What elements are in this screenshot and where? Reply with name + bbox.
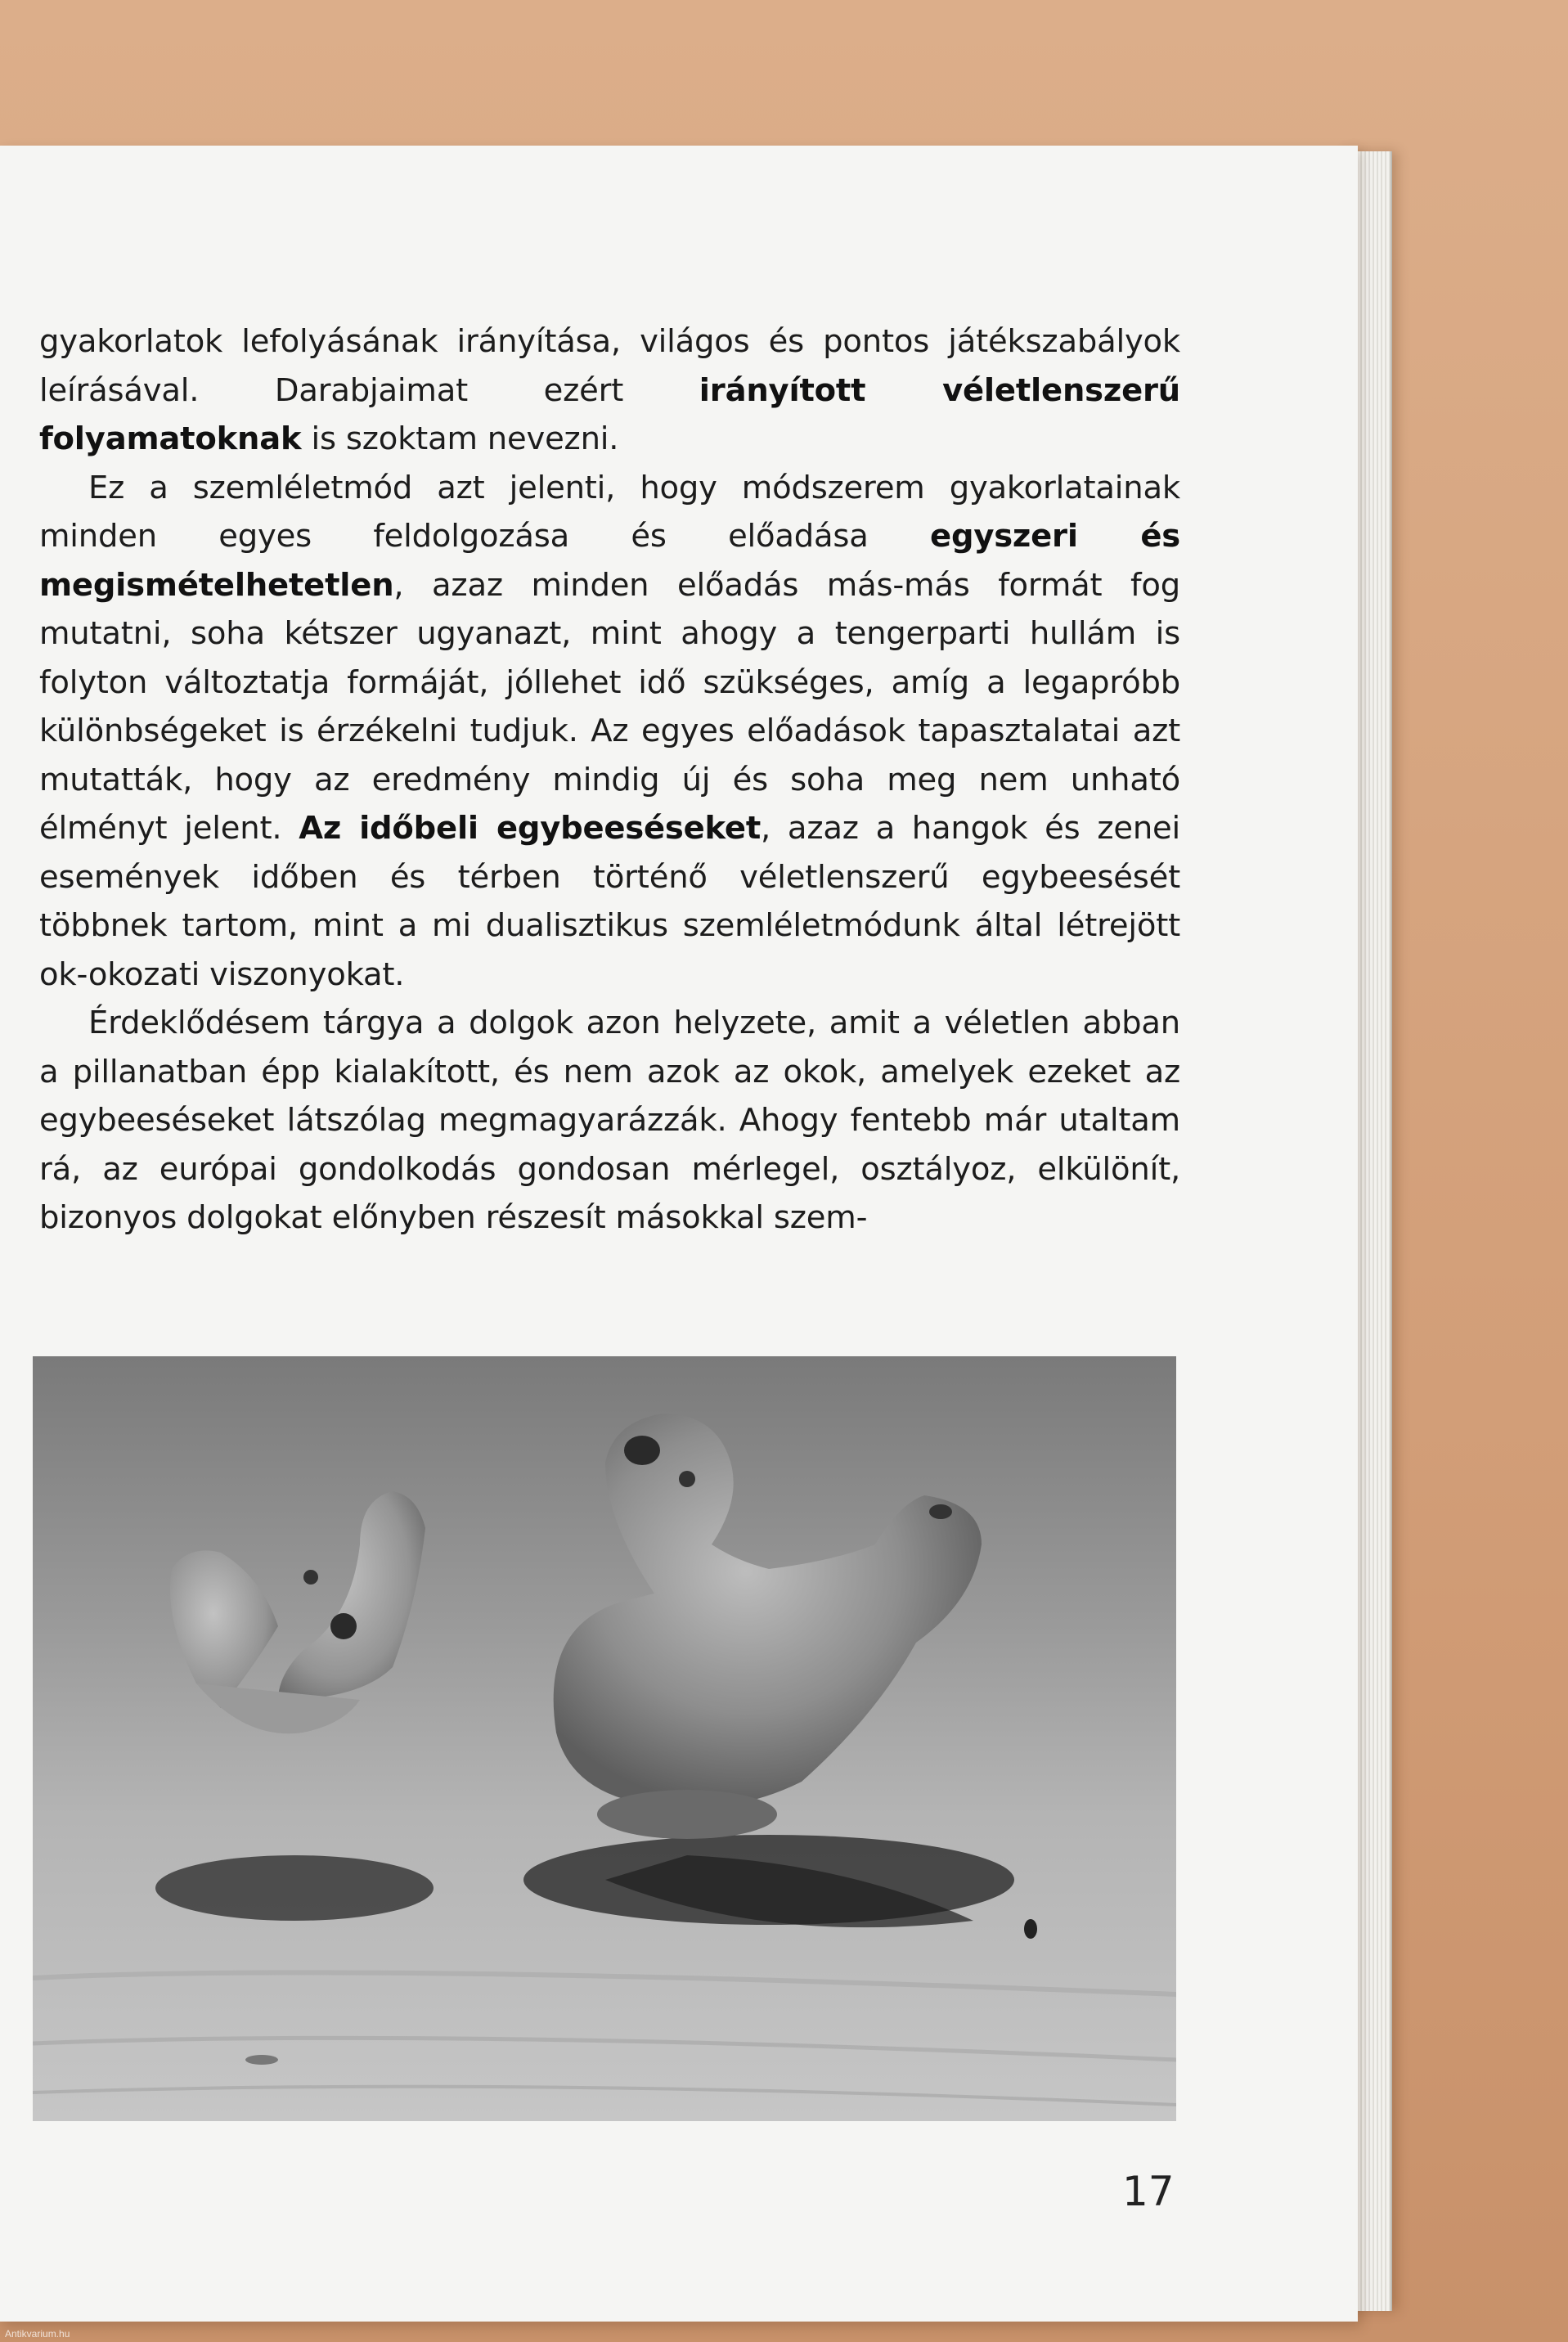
text-run: , azaz minden előadás más-más formát fog mutatni, soha kétszer ugyanazt, mint ahogy a tengerparti hullám is folyton változtatja formáját, jóllehet idő szükséges, amíg a legapróbb különbségeket is érzékelni tudjuk. Az egyes előadások tapasztalatai azt mutatták, hogy az eredmény mindig új és soha meg nem unható élményt jelent. (39, 566, 1180, 847)
watermark: Antikvarium.hu (5, 2328, 70, 2340)
bold-text-run: irányított véletlenszerű folyamatoknak (39, 371, 1180, 457)
text-run: gyakorlatok lefolyásának irányítása, világos és pontos játékszabályok leírásával. Darabjaimat ezért (39, 323, 1180, 409)
photo-clay-bird-whistles (33, 1356, 1176, 2121)
book-page (0, 146, 1358, 2322)
body-text (39, 317, 1180, 1243)
photo-image (33, 1356, 1176, 2121)
bold-text-run: egyszeri és megismételhetetlen (39, 518, 1180, 604)
text-run: Érdeklődésem tárgya a dolgok azon helyzete, amit a véletlen abban a pillanatban épp kialakított, és nem azok az okok, amelyek ezeket az egybeeséseket látszólag megmagyarázzák. Ahogy fentebb már utaltam rá, az európai gondolkodás gondosan mérlegel, osztályoz, elkülönít, bizonyos dolgokat előnyben részesít másokkal szem- (39, 1005, 1180, 1236)
bold-text-run: Az időbeli egybeeséseket (299, 810, 762, 847)
text-run: is szoktam nevezni. (301, 420, 619, 457)
paragraph (39, 464, 1180, 1000)
paragraph (39, 999, 1180, 1243)
text-run: , azaz a hangok és zenei események időben és térben történő véletlenszerű egybeesését többnek tartom, mint a mi dualisztikus szemléletmódunk által létrejött ok-okozati viszonyokat. (39, 810, 1181, 993)
page-number: 17 (1122, 2168, 1175, 2215)
text-run: Ez a szemléletmód azt jelenti, hogy módszerem gyakorlatainak minden egyes feldolgozása és előadása (39, 469, 1180, 555)
paragraph (39, 317, 1180, 464)
